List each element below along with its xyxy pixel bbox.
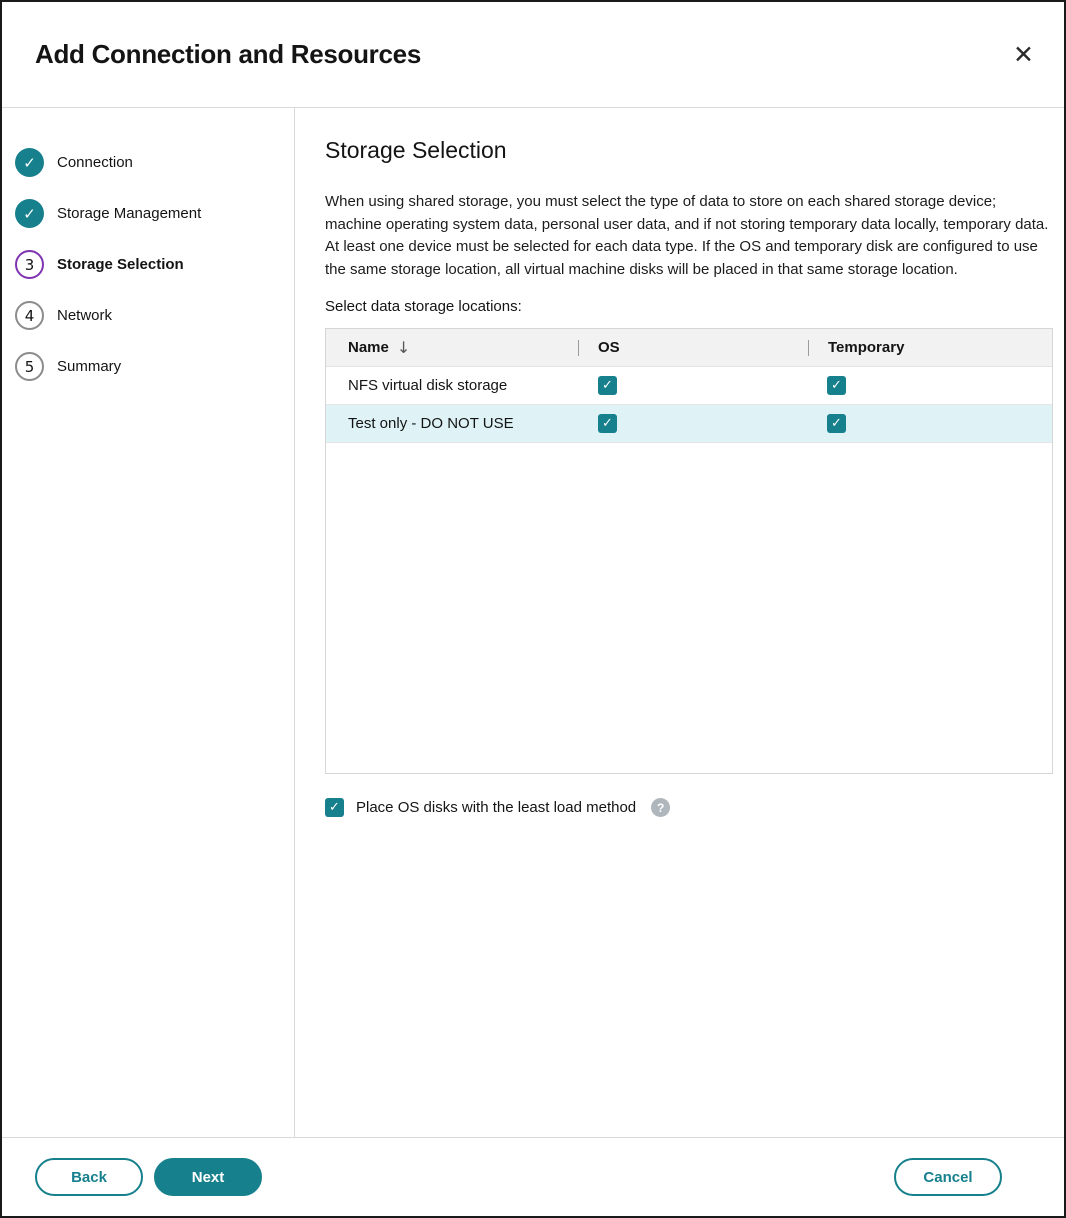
dialog-body — [2, 108, 1064, 1137]
step-label: Summary — [57, 358, 122, 375]
sidebar-step-connection[interactable] — [2, 137, 294, 188]
column-header-os[interactable] — [578, 339, 808, 356]
sort-descending-icon: ↓ — [396, 338, 411, 357]
least-load-label: Place OS disks with the least load method — [356, 799, 637, 816]
table-body — [326, 367, 1052, 773]
step-check-icon: ✓ — [15, 148, 44, 177]
sidebar-step-network[interactable] — [2, 290, 294, 341]
column-header-temporary[interactable] — [808, 339, 1052, 356]
sidebar-step-storage-selection[interactable] — [2, 239, 294, 290]
cancel-button[interactable]: Cancel — [894, 1158, 1002, 1196]
os-checkbox[interactable]: ✓ — [598, 414, 617, 433]
column-header-os-label: OS — [598, 339, 620, 356]
sidebar-step-summary[interactable] — [2, 341, 294, 392]
temporary-checkbox-cell — [808, 414, 1052, 433]
back-button[interactable]: Back — [35, 1158, 143, 1196]
column-divider — [578, 340, 579, 356]
table-row[interactable] — [326, 405, 1052, 443]
close-icon[interactable]: ✕ — [1009, 38, 1038, 71]
next-button[interactable]: Next — [154, 1158, 262, 1196]
sidebar-step-storage-management[interactable] — [2, 188, 294, 239]
help-icon[interactable]: ? — [651, 798, 670, 817]
column-divider — [808, 340, 809, 356]
select-storage-label: Select data storage locations: — [325, 298, 522, 315]
step-label: Storage Selection — [57, 256, 184, 273]
table-row[interactable] — [326, 367, 1052, 405]
step-number: 4 — [15, 301, 44, 330]
column-header-name-label: Name — [348, 339, 389, 356]
table-header — [326, 329, 1052, 367]
os-checkbox-cell — [578, 376, 808, 395]
description-text: When using shared storage, you must select the type of data to store on each shared storage device; machine operating system data, personal user data, and if not storing temporary data locally, temporary data. At least one device must be selected for each data type. If the OS and temporary disk are configured to use the same storage location, all virtual machine disks will be placed in that same storage location. — [325, 193, 1049, 278]
storage-name: Test only - DO NOT USE — [348, 415, 514, 432]
temporary-checkbox[interactable]: ✓ — [827, 414, 846, 433]
temporary-checkbox-cell — [808, 376, 1052, 395]
least-load-row — [325, 798, 1053, 817]
os-checkbox[interactable]: ✓ — [598, 376, 617, 395]
dialog-title: Add Connection and Resources — [35, 39, 421, 69]
dialog-footer — [2, 1137, 1064, 1216]
main-content — [295, 108, 1066, 1137]
step-label: Connection — [57, 154, 133, 171]
page-title: Storage Selection — [325, 137, 507, 163]
storage-name: NFS virtual disk storage — [348, 377, 508, 394]
column-header-name[interactable] — [326, 338, 578, 357]
least-load-checkbox[interactable]: ✓ — [325, 798, 344, 817]
storage-locations-table — [325, 328, 1053, 774]
column-header-temporary-label: Temporary — [828, 339, 905, 356]
os-checkbox-cell — [578, 414, 808, 433]
temporary-checkbox[interactable]: ✓ — [827, 376, 846, 395]
step-label: Storage Management — [57, 205, 202, 222]
wizard-steps — [2, 108, 295, 1137]
step-label: Network — [57, 307, 113, 324]
step-number: 5 — [15, 352, 44, 381]
dialog-header — [2, 2, 1064, 108]
step-check-icon: ✓ — [15, 199, 44, 228]
step-number: 3 — [15, 250, 44, 279]
